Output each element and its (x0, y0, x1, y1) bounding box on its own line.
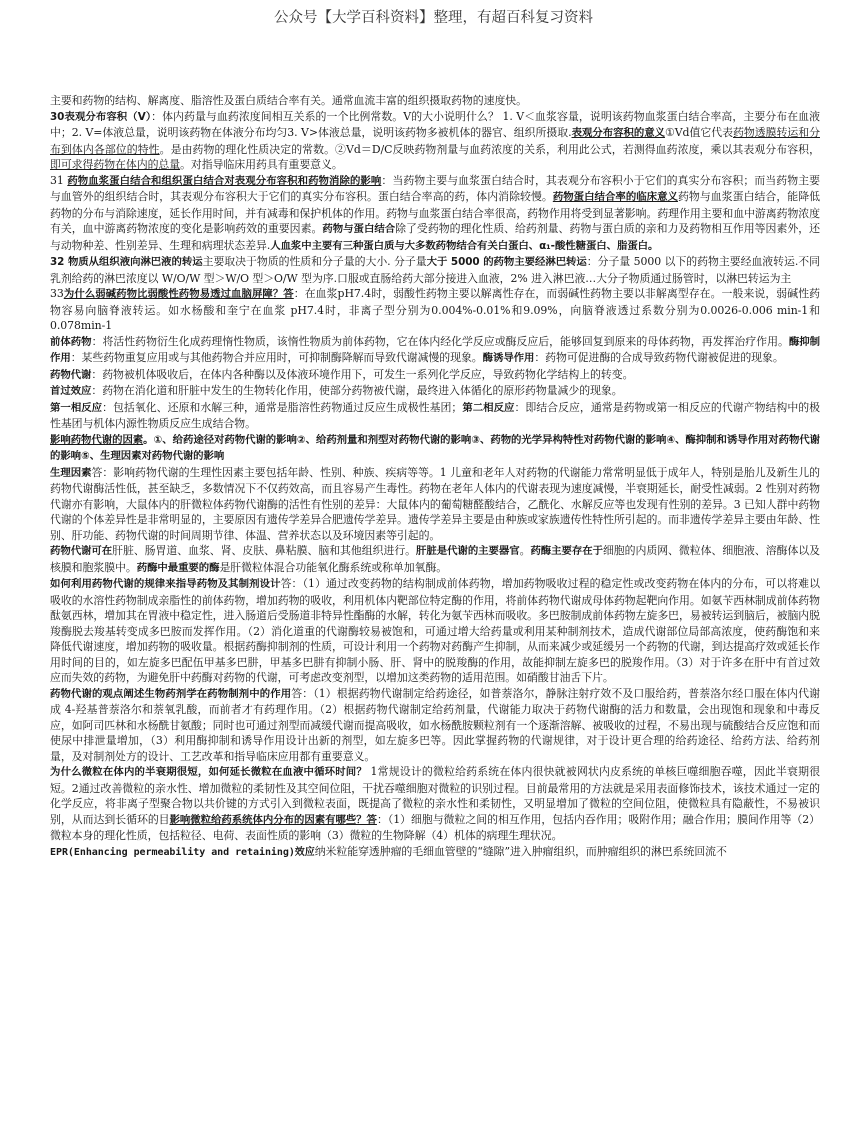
paragraph (50, 286, 820, 334)
bold-term: 药物代谢的观点阐述生物药剂学在药物制剂中的作用 (50, 687, 292, 700)
paragraph (50, 764, 820, 844)
paragraph (50, 93, 820, 109)
text-run: 33 (50, 287, 64, 300)
bold-term: 30表观分布容积（V） (50, 110, 152, 123)
text-run: 细胞的内质网、微粒体、细胞液、溶酶体以及核膜和胞浆膜中。 (50, 544, 821, 574)
paragraph (50, 400, 820, 432)
paragraph (50, 254, 820, 286)
bold-term: 药酶主要存在于 (530, 545, 603, 557)
bold-term: 首过效应 (50, 385, 92, 397)
paragraph (50, 173, 820, 255)
bold-term: 第一相反应 (50, 401, 103, 414)
text-run: ：当药物主要与血浆蛋白结合时，其表观分布容积小于它们的真实分布容积；而当药物主要与血管外的组织结合时，其表观分布容积大于它们的真实分布容积。蛋白结合率高的药，体内消除较慢。 (50, 173, 821, 203)
text-run: 。对指导临床用药具有重要意义。 (180, 158, 343, 171)
text-run: ：在血浆pH7.4时，弱酸性药物主要以解离性存在，而弱碱性药物主要以非解离型存在。一般来说，弱碱性药物容易向脑脊液转运。如水杨酸和奎宁在血浆 pH7.4时，非离子型分别为0.004%-0.01%和9.09%，向脑脊液透过系数分别为0.0026-0.006 min-1和0.078min-1 (50, 287, 820, 332)
text-run: 。 (519, 544, 531, 557)
paragraph (50, 844, 820, 861)
bold-term: 前体药物 (50, 335, 92, 348)
text-run: ：（1）细胞与微粒之间的相互作用，包括内吞作用；吸附作用；融合作用；膜间作用等（2）微粒本身的理化性质，包括粒径、电荷、表面性质的影响（3）微粒的生物降解（4）机体的病理生理状况。 (50, 812, 821, 842)
text-run: ：包括氧化、还原和水解三种，通常是脂溶性药物通过反应生成极性基团； (102, 400, 463, 414)
text-run: ：药物被机体吸收后，在体内各种酶以及体液环境作用下，可发生一系列化学反应，导致药物化学结构上的转变。 (91, 367, 634, 381)
bold-term: 药物蛋白结合率的临床意义 (552, 191, 678, 203)
bold-term: 药酶中最重要的酶 (136, 561, 220, 574)
document-body (50, 93, 820, 860)
bold-term: 为什么弱碱药物比弱酸性药物易透过血脑屏障？答 (63, 288, 294, 300)
bold-term: 大于 5000 的药物主要经淋巴转运 (426, 256, 587, 268)
text-run: ①Vd值它代表 (664, 126, 733, 139)
text-run: 是肝微粒体混合功能氧化酶系统或称单加氧酶。 (219, 560, 448, 574)
bold-term: 如何利用药物代谢的规律来指导药物及其制剂设计 (50, 578, 281, 590)
bold-term: 。①、给药途径对药物代谢的影响②、给药剂量和剂型对药物代谢的影响③、药物的光学异构特性对药物代谢的影响④、酶抑制和诱导作用对药物代谢的影响⑤、生理因素对药物代谢的影响 (50, 433, 820, 462)
paragraph (50, 686, 820, 765)
text-run: ：将活性药物衍生化成药理惰性物质，该惰性物质为前体药物，它在体内经化学反应或酶反应后，能够回复到原来的母体药物，再发挥治疗作用。 (91, 334, 789, 348)
bold-term: 人血浆中主要有三种蛋白质与大多数药物结合有关白蛋白、α₁-酸性糖蛋白、脂蛋白。 (270, 239, 659, 252)
text-run: 纳米粒能穿透肿瘤的毛细血管壁的“缝隙”进入肿瘤组织，而肿瘤组织的淋巴系统回流不 (314, 844, 727, 858)
bold-term: 药物代谢 (50, 368, 92, 381)
text-run: ：药物在消化道和肝脏中发生的生物转化作用，使部分药物被代谢，最终进入体循化的原形药物量减少的现象。 (91, 384, 623, 397)
bold-term: 酶诱导作用 (482, 352, 535, 364)
bold-term: 药物代谢可在 (50, 545, 113, 557)
paragraph (50, 109, 820, 173)
bold-term: 第二相反应 (462, 401, 515, 414)
text-run: 除了受药物的理化性质、给药剂量、药物与蛋白质的亲和力及药物相互作用等因素外，还与动物种差、性别差异、生理和病理状态差异. (50, 222, 820, 252)
text-run: 主要取决于物质的性质和分子量的大小. 分子量 (202, 255, 427, 268)
bold-term: 影响微粒给药系统体内分布的因素有哪些？答 (169, 813, 377, 826)
paragraph (50, 383, 820, 400)
text-run: ：体内药量与血药浓度间相互关系的一个比例常数。V的大小说明什么？ 1. V＜血浆容量，说明该药物血浆蛋白结合率高，主要分布在血液中；2. V=体液总量，说明该药物在体液分布均匀3. V>体液总量，说明该药物多被机体的器官、组织所摄取. (50, 109, 820, 139)
bold-term: 影响药物代谢的因素 (50, 433, 144, 446)
text-run: 即可求得药物在体内的总量 (50, 158, 181, 171)
paragraph (50, 543, 820, 576)
text-run: ：分子量 5000 以下的药物主要经血液转运.不同乳剂给药的淋巴浓度以 W/O/W 型＞W/O 型＞O/W 型为序.口服或直肠给药大部分接进入血液，2% 进入淋巴液…大分子物质通过肠管时，以淋巴转运为主 (50, 255, 821, 285)
paragraph (50, 576, 820, 686)
paragraph (50, 367, 820, 384)
bold-term: 32 物质从组织液向淋巴液的转运 (50, 256, 203, 268)
bold-term: 酶抑制作用 (50, 335, 820, 364)
text-run: 答：（1）通过改变药物的结构制成前体药物，增加药物吸收过程的稳定性或改变药物在体内的分布，可以将难以吸收的水溶性药物制成亲脂性的前体药物，增加药物的吸收，利用机体内靶部位特定酶的作用，将前体药物代谢成母体药物起靶向作用。如氨苄西林制成前体药物酞氨西林，增加其在胃液中稳定性，进入肠道后受肠道非特异性酯酶的水解，转化为氨苄西林而吸收。多巴胺制成前体药物左旋多巴，易被转运到脑后，被脑内脱羧酶脱去羧基转变成多巴胺而发挥作用。（2）消化道重的代谢酶较易被饱和，可通过增大给药量或利用某种制剂技术，造成代谢部位局部高浓度，使药酶饱和来降低代谢速度，增加药物的吸收量。根据药酶抑制剂的性质，可设计利用一个药物对药酶产生抑制，从而来减少或延缓另一个药物的代谢，到达提高疗效或延长作用时间的目的，如左旋多巴配伍甲基多巴肼，甲基多巴肼有抑制小肠、肝、肾中的脱羧酶的作用，故能抑制左旋多巴的脱羧作用。（3）对于许多在肝中有首过效应而失效的药物，为避免肝中药酶对药物的代谢，可考虑改变剂型，以增加这类药物的适用范围。如硝酸甘油舌下片。 (50, 577, 821, 684)
paragraph (50, 465, 820, 544)
text-run: 31 (50, 173, 68, 187)
text-run: 药物透膜转运和分布到体内各部位的特性 (50, 126, 820, 156)
paragraph (50, 432, 820, 465)
text-run: 主要和药物的结构、解离度、脂溶性及蛋白质结合率有关。通常血流丰富的组织摄取药物的速度快。 (50, 94, 527, 107)
page-header: 公众号【大学百科资料】整理，有超百科复习资料 (274, 10, 593, 26)
bold-term: 表观分布容积的意义 (571, 127, 665, 139)
bold-term: 肝脏是代谢的主要器官 (416, 545, 520, 557)
text-run: 。是由药物的理化性质决定的常数。②Vd＝D/C反映药物剂量与血药浓度的关系，利用此公式，若测得血药浓度，乘以其表观分布容积， (159, 142, 820, 156)
text-run: ：药物可促进酶的合成导致药物代谢被促进的现象。 (534, 351, 784, 364)
text-run: ：某些药物重复应用或与其他药物合并应用时，可抑制酶降解而导致代谢减慢的现象。 (70, 351, 483, 364)
text-run: EPR(Enhancing permeability and retaining)效应 (50, 846, 315, 858)
text-run: 答：影响药物代谢的生理性因素主要包括年龄、性别、种族、疾病等等。1 儿童和老年人对药物的代谢能力常常明显低于成年人，特别是胎儿及新生儿的药物代谢酶活性低，甚至缺乏，多数情况下不仅药效高，而且容易产生毒性。药物在老年人体内的代谢表现为速度减慢，半衰期延长，耐受性减弱。2 性别对药物代谢亦有影响，大鼠体内的肝微粒体药物代谢酶的活性有性别的差异：大鼠体内的葡萄糖醛酸结合，乙酰化、水解反应等也发现有性别的差异。3 已知人群中药物代谢的个体差异性是非常明显的，主要原因有遗传学差异合肥遗传学差异。遗传学差异主要是由种族或家族遗传性特性所引起的。而非遗传学差异主要由年龄、性别、肝功能、药物代谢的时间周期节律、体温、营养状态以及环境因素等引起的。 (50, 465, 820, 542)
text-run: ：即结合反应，通常是药物或第一相反应的代谢产物结构中的极性基团与机体内源性物质反应生成结合物。 (50, 400, 821, 430)
text-run: 药物与血浆蛋白结合，能降低药物的分布与消除速度，延长作用时间，并有减毒和保护机体的作用。药物与血浆蛋白结合率很高，药物作用将受到显著影响。药理作用主要和血中游离药物浓度有关，血中游离药物浓度的变化是影响药效的重要因素。 (50, 190, 820, 235)
bold-term: 药物血浆蛋白结合和组织蛋白结合对表观分布容积和药物消除的影响 (67, 174, 382, 187)
bold-term: 药物与蛋白结合 (322, 223, 396, 235)
text-run: 肝脏、肠胃道、血浆、肾、皮肤、鼻粘膜、脑和其他组织进行。 (112, 544, 417, 557)
bold-term: 为什么微粒在体内的半衰期很短，如何延长微粒在血液中循环时间？ (50, 766, 367, 778)
paragraph (50, 334, 820, 367)
text-run: 1常规设计的微粒给药系统在体内很快就被网状内皮系统的单核巨噬细胞吞噬，因此半衰期很短。2通过改善微粒的亲水性、增加微粒的柔韧性及其空间位阻，干扰吞噬细胞对微粒的识别过程。目前最常用的方法就是采用表面修饰技术，该技术通过一定的化学反应，将非离子型聚合物以共价键的方式引入到微粒表面，既提高了微粒的亲水性和柔韧性，又明显增加了微粒的空间位阻，使微粒具有隐蔽性，不易被识别，从而达到长循环的目 (50, 765, 821, 826)
text-run: 答：（1）根据药物代谢制定给药途径，如普萘洛尔，静脉注射疗效不及口服给药，普萘洛尔经口服在体内代谢成 4-羟基普萘洛尔和萘氧乳酸，而前者才有药理作用。（2）根据药物代谢制定给药剂量，代谢能力取决于药物代谢酶的活力和数量，会出现饱和现象和中毒反应，如阿司匹林和水杨酰甘氨酸；同时也可通过剂型而减缓代谢而提高吸收，如水杨酰胺颗粒剂有一个逐渐溶解、被吸收的过程，不易出现与硫酸结合反应饱和而使尿中排泄量增加，（3）利用酶抑制和诱导作用设计出新的剂型，如左旋多巴等。因此掌握药物的代谢规律，对于设计更合理的给药途径、给药方法、给药剂量，及对制剂处方的设计、工艺改革和指导临床应用都有重要意义。 (50, 686, 820, 763)
bold-term: 生理因素 (50, 466, 92, 479)
